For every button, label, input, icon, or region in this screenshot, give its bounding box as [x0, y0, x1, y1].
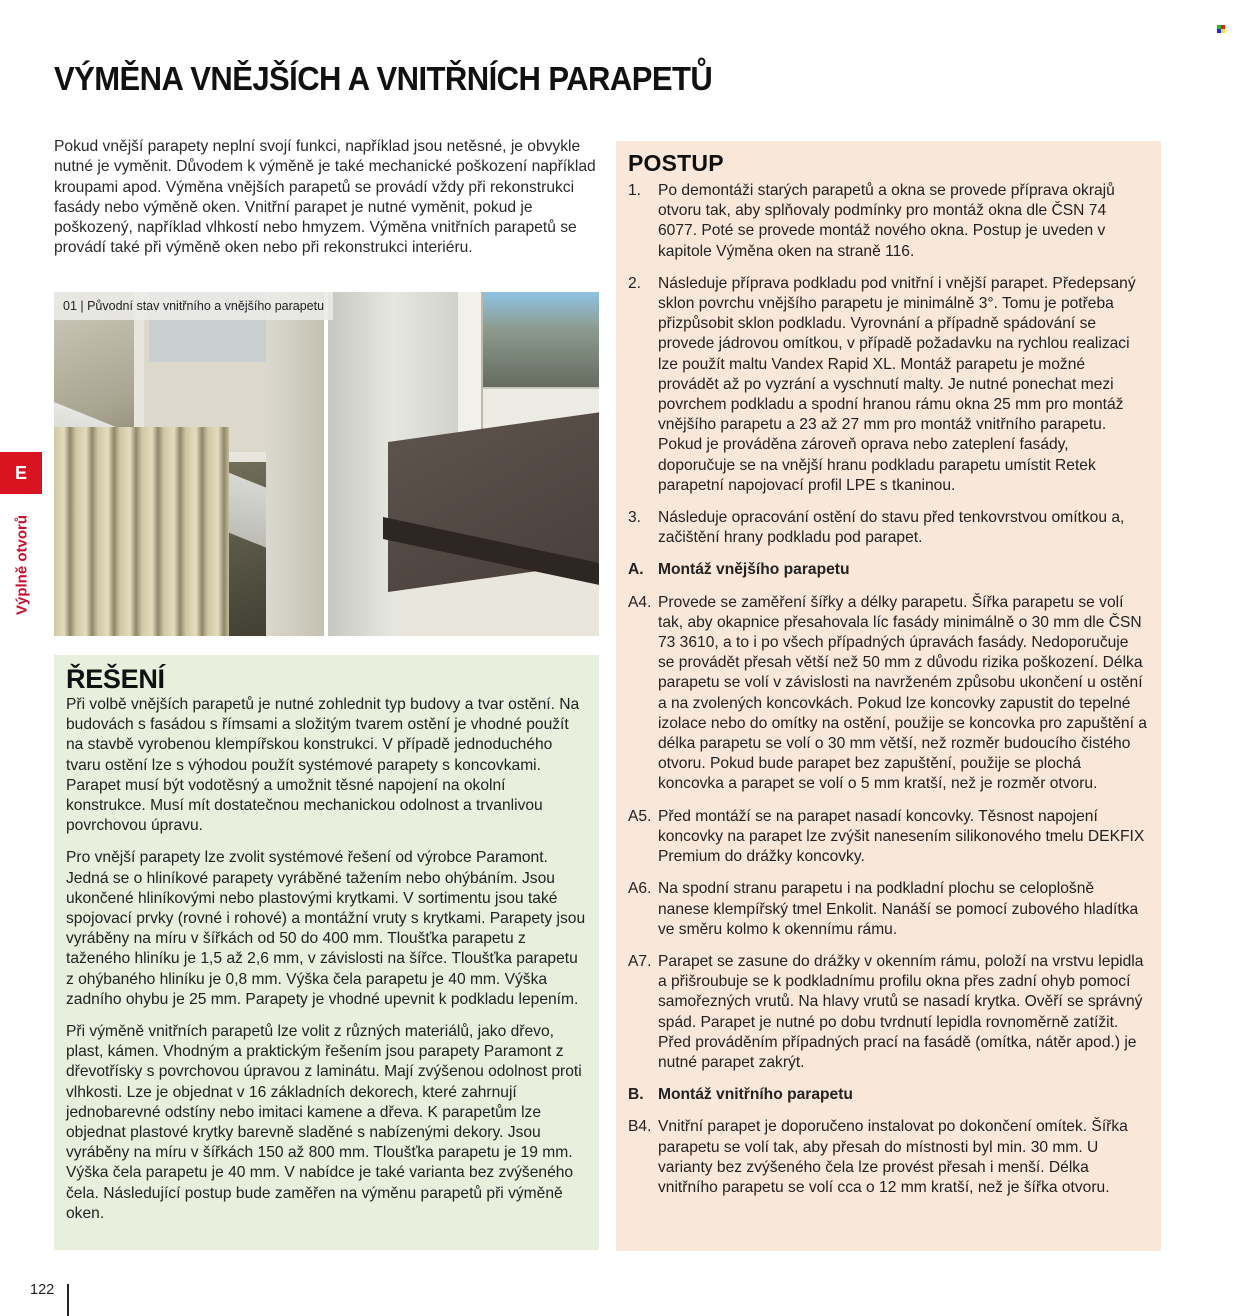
step-text: Před montáží se na parapet nasadí koncovky. Těsnost napojení koncovky na parapet lze zvýšit nanesením silikonového tmelu DEKFIX Premium do drážky koncovky. [658, 807, 1145, 866]
postup-step [628, 508, 1149, 548]
reseni-paragraph: Při volbě vnějších parapetů je nutné zohlednit typ budovy a tvar ostění. Na budovách s fasádou s římsami a složitým tvarem ostění je vhodné použít na stavbě vyrobenou klempířskou konstrukci. V případě jednoduchého tvaru ostění lze s výhodou použít systémové parapety s koncovkami. Parapet musí být vodotěsný a umožnit těsné napojení na okolní konstrukce. Musí mít dostatečnou mechanickou odolnost a trvanlivou povrchovou úpravu. [66, 696, 580, 835]
postup-title: POSTUP [628, 150, 724, 176]
step-text: Na spodní stranu parapetu i na podkladní plochu se celoplošně nanese klempířský tmel Enkolit. Nanáší se pomocí zubového hladítka ve směru kolmo k okennímu rámu. [658, 880, 1139, 938]
intro-paragraph: Pokud vnější parapety neplní svojí funkci, například jsou netěsné, je obvykle nutné je vyměnit. Důvodem k výměně je také mechanické poškození například kroupami apod. Výměna vnějších parapetů se provádí vždy při rekonstrukci fasády nebo výměně oken. Vnitřní parapet je nutné vyměnit, pokud je poškozený, například vlhkostí nebo hmyzem. Výměna vnitřních parapetů se provádí také při výměně oken nebo při rekonstrukci interiéru. [54, 138, 596, 257]
step-number: A. [628, 561, 644, 579]
postup-step [628, 181, 1149, 262]
step-text: Po demontáži starých parapetů a okna se provede příprava okrajů otvoru tak, aby splňovaly podmínky pro montáž okna dle ČSN 74 6077. Poté se provede montáž nového okna. Postup je uveden v kapitole Výměna oken na straně 116. [658, 182, 1115, 260]
radiator [54, 427, 229, 636]
postup-step [628, 1117, 1149, 1198]
reseni-paragraph: Při výměně vnitřních parapetů lze volit z různých materiálů, jako dřevo, plast, kámen. Vhodným a praktickým řešením jsou parapety Paramont z dřevotřísky s povrchovou úpravou z laminátu. Mají zvýšenou odolnost proti vlhkosti. Lze je objednat v 16 základních dekorech, které zahrnují jednobarevné odstíny nebo imitaci kamene a dřeva. K parapetům lze objednat plastové krytky barevně sladěné s nabízenými dekory. Jsou vyráběny na míru v šířkách 150 až 800 mm. Tloušťka parapetu je 19 mm. Výška čela parapetu je 40 mm. V nabídce je také varianta bez zvýšeného čela. Následující postup bude zaměřen na výměnu parapetů při výměně oken. [66, 1023, 582, 1222]
chapter-tab[interactable]: E [0, 452, 42, 494]
step-text: Parapet se zasune do drážky v okenním rámu, položí na vrstvu lepidla a přišroubuje se k podkladnímu profilu okna přes zadní ohyb pomocí samořezných vrutů. Na hlavy vrutů se nasadí krytka. Ověří se správný spád. Parapet je nutné po dobu tvrdnutí lepidla rovnoměrně zatížit. Před prováděním případných prací na fasádě (omítka, nátěr apod.) je nutné parapet zakrýt. [658, 952, 1144, 1071]
step-number: 1. [628, 182, 642, 199]
step-text: Vnitřní parapet je doporučeno instalovat po dokončení omítek. Šířka parapetu se volí tak, aby přesah do místnosti byl min. 30 mm. U varianty bez zvýšeného čela lze provést přesah i menší. Délka vnitřního parapetu se volí cca o 12 mm kratší, než je šířka otvoru. [658, 1118, 1128, 1196]
postup-subheading [628, 1085, 1149, 1105]
step-number: B. [628, 1086, 644, 1104]
step-text: Provede se zaměření šířky a délky parapetu. Šířka parapetu se volí tak, aby okapnice přesahovala líc fasády minimálně o 30 mm dle ČSN 73 3610, a to i po všech případných úpravách fasády. Nedoporučuje se provádět přesah větší než 50 mm z důvodu rizika poškození. Délka parapetu se volí v závislosti na navrženém způsobu ukončení u ostění a na zvolených koncovkách. Pokud lze koncovky zapustit do tepelné izolace nebo do omítky na ostění, použije se koncovka pro zapuštění a délka parapetu se volí o 30 mm větší, než rozměr budoucího čistého otvoru. Pokud bude parapet bez zapuštění, použije se plochá koncovka a parapet se volí o 5 mm kratší, než je rozměr otvoru. [658, 593, 1147, 793]
postup-step [628, 807, 1149, 868]
step-number: A4. [628, 593, 652, 611]
page-number-divider [67, 1284, 69, 1316]
reseni-title: ŘEŠENÍ [66, 664, 165, 694]
step-text: Následuje příprava podkladu pod vnitřní i vnější parapet. Předepsaný sklon povrchu vnějšího parapetu je minimálně 3°. Tomu je potřeba přizpůsobit sklon podkladu. Vyrovnání a případně spádování se provede jádrovou omítkou, v případě požadavku na rychlou realizaci lze použít maltu Vandex Rapid XL. Montáž parapetu je možné provádět až po vyzrání a vyschnutí malty. Je nutné ponechat mezi povrchem podkladu a spodní hranou rámu okna 25 mm pro montáž vnějšího parapetu a 23 až 27 mm pro montáž vnitřního parapetu. Pokud je prováděna zároveň oprava nebo zateplení fasády, doporučuje se na vnější hranu podkladu parapetu umístit Retek parapetní napojovací profil LPE s tkaninou. [658, 274, 1136, 494]
figure-caption: 01 | Původní stav vnitřního a vnějšího parapetu [54, 292, 333, 320]
reseni-box [54, 655, 599, 1250]
page-number: 122 [30, 1282, 55, 1298]
step-number: A7. [628, 952, 652, 970]
reseni-paragraph: Pro vnější parapety lze zvolit systémové řešení od výrobce Paramont. Jedná se o hliníkové parapety vyráběné tažením nebo ohýbáním. Jsou ukončené hliníkovými nebo plastovými krytkami. V sortimentu jsou také spojovací prvky (rovné i rohové) a montážní vruty s krytkami. Parapety jsou vyráběny na míru v šířkách od 50 do 400 mm. Tloušťka parapetu z taženého hliníku je 1,5 až 2,6 mm, v závislosti na šířce. Tloušťka parapetu z ohýbaného hliníku je 0,8 mm. Výška čela parapetu je 40 mm. Výška zadního ohybu je 25 mm. Parapety je vhodné upevnit k podkladu lepením. [66, 849, 586, 1008]
window-post [266, 292, 324, 636]
exterior-windowsill-photo [328, 292, 599, 636]
figure-01 [54, 292, 599, 636]
step-number: A6. [628, 880, 652, 898]
page-title: VÝMĚNA VNĚJŠÍCH A VNITŘNÍCH PARAPETŮ [54, 60, 713, 97]
postup-box [616, 141, 1161, 1251]
postup-step [628, 593, 1149, 795]
postup-step [628, 879, 1149, 940]
subheading-text: Montáž vnitřního parapetu [658, 1086, 853, 1104]
step-number: A5. [628, 807, 652, 825]
step-number: 2. [628, 274, 642, 292]
postup-step [628, 274, 1149, 496]
chapter-label: Výplně otvorů [13, 514, 31, 616]
postup-step [628, 952, 1149, 1073]
interior-windowsill-photo [54, 292, 324, 636]
subheading-text: Montáž vnějšího parapetu [658, 561, 850, 579]
window-glass [483, 292, 599, 387]
step-text: Následuje opracování ostění do stavu před tenkovrstvou omítkou a, začištění hrany podkladu pod parapet. [658, 509, 1125, 547]
publisher-logo-icon [1217, 25, 1225, 33]
postup-subheading [628, 560, 1149, 580]
step-number: B4. [628, 1118, 652, 1136]
step-number: 3. [628, 509, 642, 527]
